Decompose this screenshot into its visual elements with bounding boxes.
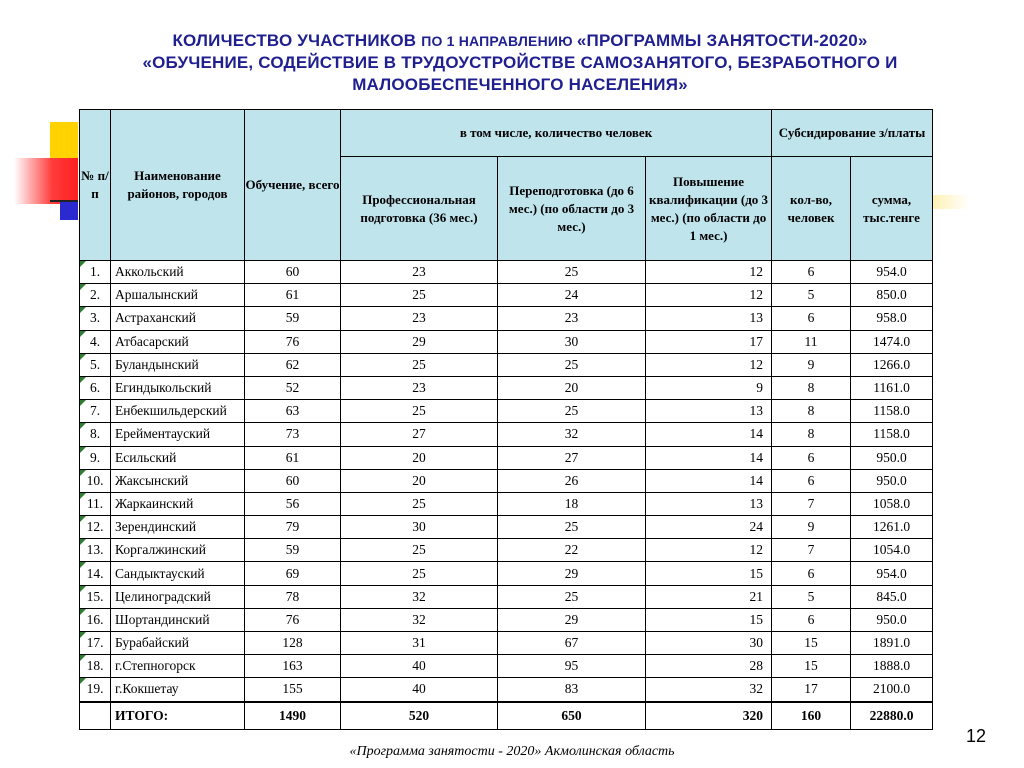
cell-count: 17 — [772, 678, 851, 702]
cell-qualif: 13 — [646, 400, 772, 423]
cell-prof: 31 — [341, 632, 498, 655]
cell-prof: 29 — [341, 330, 498, 353]
total-qualif: 320 — [646, 702, 772, 730]
cell-prof: 23 — [341, 261, 498, 284]
cell-total: 155 — [245, 678, 341, 702]
cell-sum: 950.0 — [851, 608, 933, 631]
decor-red-block — [14, 158, 78, 204]
cell-name: Астраханский — [111, 307, 245, 330]
cell-total: 62 — [245, 353, 341, 376]
cell-count: 5 — [772, 585, 851, 608]
table-body — [80, 261, 933, 730]
cell-n: 9. — [80, 446, 111, 469]
cell-qualif: 12 — [646, 284, 772, 307]
cell-n: 3. — [80, 307, 111, 330]
cell-n: 13. — [80, 539, 111, 562]
cell-total: 76 — [245, 608, 341, 631]
cell-sum: 1888.0 — [851, 655, 933, 678]
cell-name: Атбасарский — [111, 330, 245, 353]
header-count: кол-во, человек — [772, 157, 851, 261]
cell-prof: 23 — [341, 376, 498, 399]
cell-qualif: 13 — [646, 307, 772, 330]
total-count: 160 — [772, 702, 851, 730]
cell-total: 60 — [245, 261, 341, 284]
cell-total: 56 — [245, 492, 341, 515]
table-row — [80, 585, 933, 608]
cell-n: 14. — [80, 562, 111, 585]
cell-n: 16. — [80, 608, 111, 631]
header-retrain: Переподготовка (до 6 мес.) (по области до 3 мес.) — [498, 157, 646, 261]
cell-n: 12. — [80, 516, 111, 539]
header-including: в том числе, количество человек — [341, 110, 772, 157]
cell-prof: 25 — [341, 400, 498, 423]
cell-n: 1. — [80, 261, 111, 284]
cell-name: г.Кокшетау — [111, 678, 245, 702]
cell-count: 6 — [772, 307, 851, 330]
cell-count: 7 — [772, 539, 851, 562]
cell-prof: 25 — [341, 562, 498, 585]
cell-retrain: 27 — [498, 446, 646, 469]
cell-retrain: 24 — [498, 284, 646, 307]
cell-sum: 1891.0 — [851, 632, 933, 655]
cell-qualif: 30 — [646, 632, 772, 655]
cell-name: Жаркаинский — [111, 492, 245, 515]
cell-prof: 25 — [341, 353, 498, 376]
table-row — [80, 423, 933, 446]
table-row — [80, 376, 933, 399]
cell-name: Жаксынский — [111, 469, 245, 492]
cell-prof: 32 — [341, 608, 498, 631]
cell-qualif: 9 — [646, 376, 772, 399]
cell-count: 5 — [772, 284, 851, 307]
cell-total: 73 — [245, 423, 341, 446]
cell-qualif: 15 — [646, 608, 772, 631]
cell-retrain: 29 — [498, 562, 646, 585]
cell-count: 6 — [772, 469, 851, 492]
cell-count: 6 — [772, 608, 851, 631]
total-prof: 520 — [341, 702, 498, 730]
cell-retrain: 67 — [498, 632, 646, 655]
cell-count: 15 — [772, 655, 851, 678]
cell-name: Ерейментауский — [111, 423, 245, 446]
participants-table — [79, 109, 933, 730]
cell-count: 9 — [772, 353, 851, 376]
cell-sum: 954.0 — [851, 261, 933, 284]
cell-name: г.Степногорск — [111, 655, 245, 678]
cell-retrain: 25 — [498, 353, 646, 376]
cell-name: Егиндыкольский — [111, 376, 245, 399]
cell-name: Есильский — [111, 446, 245, 469]
cell-prof: 25 — [341, 284, 498, 307]
table-row — [80, 353, 933, 376]
cell-n: 19. — [80, 678, 111, 702]
cell-total: 59 — [245, 539, 341, 562]
cell-total: 61 — [245, 284, 341, 307]
cell-n: 6. — [80, 376, 111, 399]
cell-prof: 32 — [341, 585, 498, 608]
cell-retrain: 32 — [498, 423, 646, 446]
table-row — [80, 608, 933, 631]
cell-count: 8 — [772, 423, 851, 446]
cell-name: Аккольский — [111, 261, 245, 284]
cell-sum: 850.0 — [851, 284, 933, 307]
title-line-3: МАЛООБЕСПЕЧЕННОГО НАСЕЛЕНИЯ» — [352, 75, 688, 94]
cell-qualif: 28 — [646, 655, 772, 678]
cell-total: 69 — [245, 562, 341, 585]
cell-sum: 1054.0 — [851, 539, 933, 562]
decor-line — [50, 200, 78, 202]
cell-prof: 30 — [341, 516, 498, 539]
header-training-total: Обучение, всего — [245, 110, 341, 261]
cell-sum: 1161.0 — [851, 376, 933, 399]
header-prof: Профессиональная подготовка (36 мес.) — [341, 157, 498, 261]
total-retrain: 650 — [498, 702, 646, 730]
title-part-b: ПО 1 НАПРАВЛЕНИЮ — [421, 33, 577, 49]
cell-qualif: 17 — [646, 330, 772, 353]
cell-count: 11 — [772, 330, 851, 353]
cell-n: 11. — [80, 492, 111, 515]
cell-n: 5. — [80, 353, 111, 376]
cell-retrain: 83 — [498, 678, 646, 702]
total-row — [80, 702, 933, 730]
cell-name: Коргалжинский — [111, 539, 245, 562]
cell-qualif: 12 — [646, 261, 772, 284]
cell-total: 63 — [245, 400, 341, 423]
cell-qualif: 21 — [646, 585, 772, 608]
cell-count: 8 — [772, 376, 851, 399]
cell-name: Енбекшильдерский — [111, 400, 245, 423]
header-num: № п/п — [80, 110, 111, 261]
cell-total: 128 — [245, 632, 341, 655]
cell-total: 76 — [245, 330, 341, 353]
table-row — [80, 678, 933, 702]
cell-n: 15. — [80, 585, 111, 608]
table-row — [80, 539, 933, 562]
cell-qualif: 13 — [646, 492, 772, 515]
table-row — [80, 446, 933, 469]
cell-sum: 1474.0 — [851, 330, 933, 353]
table-row — [80, 330, 933, 353]
table-row — [80, 284, 933, 307]
cell-n: 7. — [80, 400, 111, 423]
cell-sum: 958.0 — [851, 307, 933, 330]
cell-qualif: 15 — [646, 562, 772, 585]
cell-sum: 2100.0 — [851, 678, 933, 702]
cell-retrain: 26 — [498, 469, 646, 492]
header-sum: сумма, тыс.тенге — [851, 157, 933, 261]
cell-retrain: 18 — [498, 492, 646, 515]
total-label: ИТОГО: — [111, 702, 245, 730]
cell-count: 15 — [772, 632, 851, 655]
cell-retrain: 25 — [498, 585, 646, 608]
cell-name: Сандыктауский — [111, 562, 245, 585]
cell-sum: 1158.0 — [851, 400, 933, 423]
cell-name: Зерендинский — [111, 516, 245, 539]
cell-sum: 950.0 — [851, 446, 933, 469]
cell-n: 8. — [80, 423, 111, 446]
cell-qualif: 12 — [646, 353, 772, 376]
cell-retrain: 25 — [498, 400, 646, 423]
cell-retrain: 95 — [498, 655, 646, 678]
cell-total: 52 — [245, 376, 341, 399]
cell-sum: 954.0 — [851, 562, 933, 585]
cell-qualif: 14 — [646, 446, 772, 469]
cell-retrain: 30 — [498, 330, 646, 353]
table-row — [80, 307, 933, 330]
cell-qualif: 14 — [646, 469, 772, 492]
cell-n: 10. — [80, 469, 111, 492]
total-total: 1490 — [245, 702, 341, 730]
cell-count: 8 — [772, 400, 851, 423]
cell-sum: 1058.0 — [851, 492, 933, 515]
cell-qualif: 12 — [646, 539, 772, 562]
cell-count: 6 — [772, 562, 851, 585]
cell-qualif: 24 — [646, 516, 772, 539]
cell-sum: 845.0 — [851, 585, 933, 608]
cell-prof: 23 — [341, 307, 498, 330]
cell-prof: 20 — [341, 446, 498, 469]
table-row — [80, 632, 933, 655]
cell-name: Целиноградский — [111, 585, 245, 608]
cell-retrain: 23 — [498, 307, 646, 330]
cell-sum: 950.0 — [851, 469, 933, 492]
cell-prof: 25 — [341, 539, 498, 562]
cell-prof: 40 — [341, 655, 498, 678]
cell-count: 6 — [772, 261, 851, 284]
header-subsidy: Субсидирование з/платы — [772, 110, 933, 157]
cell-prof: 27 — [341, 423, 498, 446]
cell-name: Бурабайский — [111, 632, 245, 655]
header-qualif: Повышение квалификации (до 3 мес.) (по области до 1 мес.) — [646, 157, 772, 261]
decor-glow — [930, 195, 970, 209]
cell-retrain: 25 — [498, 261, 646, 284]
table-row — [80, 400, 933, 423]
cell-name: Буландынский — [111, 353, 245, 376]
cell-n: 18. — [80, 655, 111, 678]
cell-retrain: 25 — [498, 516, 646, 539]
cell-retrain: 20 — [498, 376, 646, 399]
cell-n: 4. — [80, 330, 111, 353]
cell-n: 17. — [80, 632, 111, 655]
total-sum: 22880.0 — [851, 702, 933, 730]
cell-count: 7 — [772, 492, 851, 515]
cell-name: Аршалынский — [111, 284, 245, 307]
title-part-c: «ПРОГРАММЫ ЗАНЯТОСТИ-2020» — [576, 31, 868, 50]
table-row — [80, 516, 933, 539]
cell-prof: 20 — [341, 469, 498, 492]
cell-n: 2. — [80, 284, 111, 307]
table-row — [80, 655, 933, 678]
cell-name: Шортандинский — [111, 608, 245, 631]
table-row — [80, 469, 933, 492]
cell-retrain: 22 — [498, 539, 646, 562]
table-row — [80, 261, 933, 284]
cell-total: 59 — [245, 307, 341, 330]
cell-prof: 25 — [341, 492, 498, 515]
cell-total: 79 — [245, 516, 341, 539]
title-line-1 — [60, 30, 980, 52]
cell-total: 60 — [245, 469, 341, 492]
title-line-2: «ОБУЧЕНИЕ, СОДЕЙСТВИЕ В ТРУДОУСТРОЙСТВЕ САМОЗАНЯТОГО, БЕЗРАБОТНОГО И — [142, 53, 898, 72]
cell-total: 61 — [245, 446, 341, 469]
cell-total: 163 — [245, 655, 341, 678]
header-name: Наименование районов, городов — [111, 110, 245, 261]
cell-count: 6 — [772, 446, 851, 469]
cell-sum: 1158.0 — [851, 423, 933, 446]
table-row — [80, 562, 933, 585]
cell-total: 78 — [245, 585, 341, 608]
cell-sum: 1266.0 — [851, 353, 933, 376]
cell-retrain: 29 — [498, 608, 646, 631]
decor-blue-block — [60, 200, 78, 220]
cell-prof: 40 — [341, 678, 498, 702]
footer-caption: «Программа занятости - 2020» Акмолинская область — [349, 744, 675, 759]
cell-count: 9 — [772, 516, 851, 539]
title-part-a: КОЛИЧЕСТВО УЧАСТНИКОВ — [172, 31, 422, 50]
slide-title — [60, 30, 980, 96]
cell-sum: 1261.0 — [851, 516, 933, 539]
page-number: 12 — [966, 726, 987, 746]
total-empty — [80, 702, 111, 730]
cell-qualif: 32 — [646, 678, 772, 702]
table-row — [80, 492, 933, 515]
cell-qualif: 14 — [646, 423, 772, 446]
